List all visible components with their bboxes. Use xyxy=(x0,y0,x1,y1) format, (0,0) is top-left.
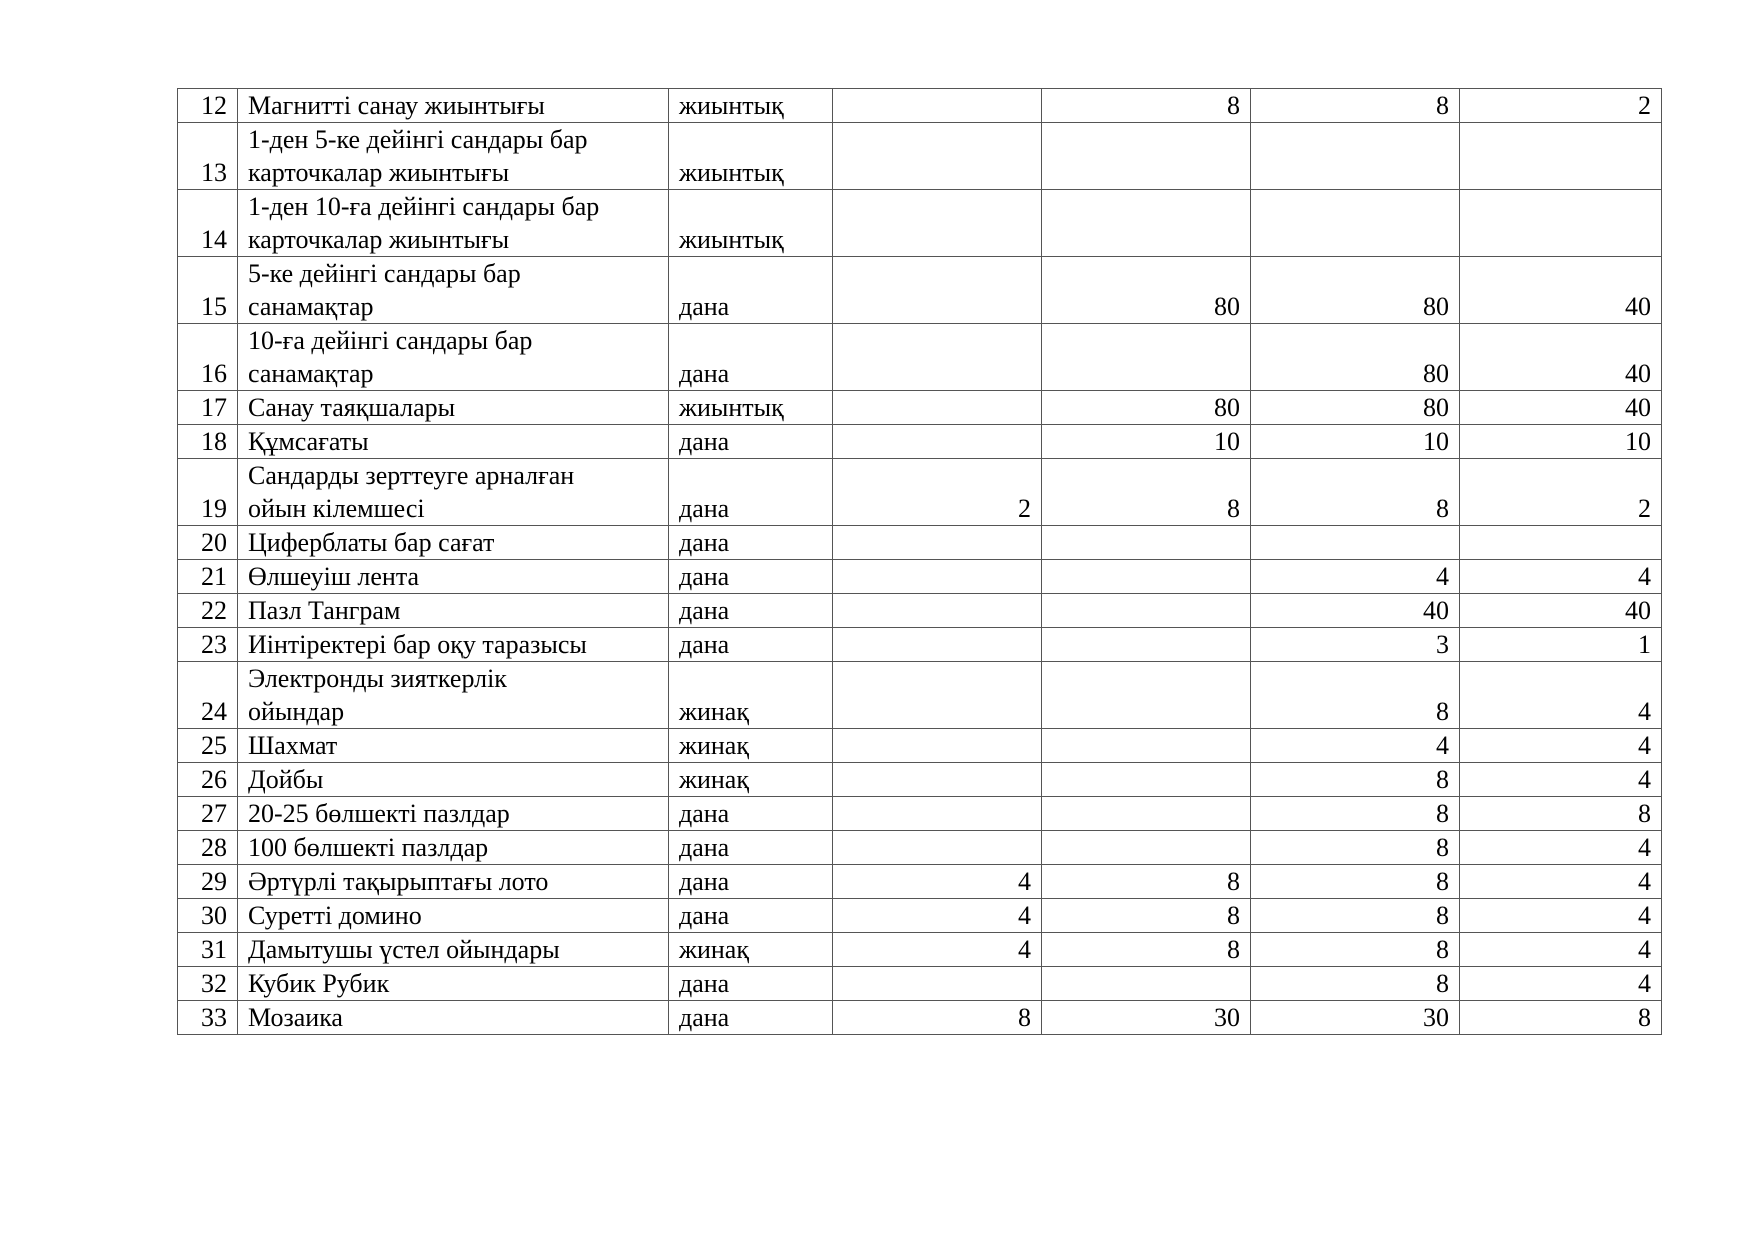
table-row xyxy=(178,1001,1662,1035)
unit-cell: дана xyxy=(669,526,833,560)
qty-col-4: 4 xyxy=(1460,933,1662,967)
item-name-line: ойындар xyxy=(248,697,345,726)
table-row xyxy=(178,257,1662,324)
row-number: 19 xyxy=(178,459,238,526)
item-name xyxy=(238,899,669,933)
item-name xyxy=(238,865,669,899)
row-number: 21 xyxy=(178,560,238,594)
qty-col-1 xyxy=(833,763,1042,797)
qty-col-2 xyxy=(1042,763,1251,797)
qty-col-3: 8 xyxy=(1251,865,1460,899)
item-name-line: Шахмат xyxy=(248,731,338,760)
qty-col-4 xyxy=(1460,123,1662,190)
item-name-line: 100 бөлшекті пазлдар xyxy=(248,833,489,862)
row-number: 32 xyxy=(178,967,238,1001)
qty-col-2 xyxy=(1042,324,1251,391)
unit-cell: жинақ xyxy=(669,763,833,797)
qty-col-1: 4 xyxy=(833,933,1042,967)
qty-col-4: 40 xyxy=(1460,594,1662,628)
qty-col-2 xyxy=(1042,526,1251,560)
row-number: 17 xyxy=(178,391,238,425)
qty-col-3: 80 xyxy=(1251,391,1460,425)
qty-col-2: 8 xyxy=(1042,459,1251,526)
unit-cell: дана xyxy=(669,324,833,391)
item-name-line: санамақтар xyxy=(248,292,374,321)
table-row xyxy=(178,459,1662,526)
unit-cell: дана xyxy=(669,1001,833,1035)
qty-col-3: 8 xyxy=(1251,831,1460,865)
qty-col-1 xyxy=(833,391,1042,425)
qty-col-2: 10 xyxy=(1042,425,1251,459)
row-number: 14 xyxy=(178,190,238,257)
unit-cell: дана xyxy=(669,865,833,899)
table-row xyxy=(178,89,1662,123)
qty-col-3: 10 xyxy=(1251,425,1460,459)
item-name xyxy=(238,763,669,797)
unit-cell: жиынтық xyxy=(669,391,833,425)
item-name-line: 10-ға дейінгі сандары бар xyxy=(248,326,533,355)
table-row xyxy=(178,391,1662,425)
row-number: 12 xyxy=(178,89,238,123)
row-number: 16 xyxy=(178,324,238,391)
table-row xyxy=(178,324,1662,391)
item-name-line: Мозаика xyxy=(248,1003,343,1032)
qty-col-3 xyxy=(1251,526,1460,560)
qty-col-1 xyxy=(833,797,1042,831)
qty-col-1 xyxy=(833,831,1042,865)
qty-col-2 xyxy=(1042,560,1251,594)
table-row xyxy=(178,628,1662,662)
qty-col-1 xyxy=(833,594,1042,628)
qty-col-4: 8 xyxy=(1460,797,1662,831)
table-row xyxy=(178,933,1662,967)
unit-cell: дана xyxy=(669,831,833,865)
item-name-line: карточкалар жиынтығы xyxy=(248,158,510,187)
qty-col-2 xyxy=(1042,729,1251,763)
qty-col-1 xyxy=(833,662,1042,729)
qty-col-3: 8 xyxy=(1251,662,1460,729)
qty-col-3: 40 xyxy=(1251,594,1460,628)
item-name-line: Сандарды зерттеуге арналған xyxy=(248,461,575,490)
qty-col-1: 4 xyxy=(833,865,1042,899)
qty-col-1: 4 xyxy=(833,899,1042,933)
item-name xyxy=(238,594,669,628)
qty-col-3: 80 xyxy=(1251,257,1460,324)
qty-col-3: 8 xyxy=(1251,89,1460,123)
unit-cell: дана xyxy=(669,967,833,1001)
item-name xyxy=(238,257,669,324)
qty-col-4: 4 xyxy=(1460,662,1662,729)
qty-col-4: 4 xyxy=(1460,865,1662,899)
table-row xyxy=(178,763,1662,797)
qty-col-1 xyxy=(833,324,1042,391)
unit-cell: дана xyxy=(669,797,833,831)
qty-col-3: 30 xyxy=(1251,1001,1460,1035)
item-name-line: Кубик Рубик xyxy=(248,969,390,998)
qty-col-3: 3 xyxy=(1251,628,1460,662)
row-number: 24 xyxy=(178,662,238,729)
item-name xyxy=(238,324,669,391)
item-name-line: 1-ден 5-ке дейінгі сандары бар xyxy=(248,125,588,154)
unit-cell: дана xyxy=(669,594,833,628)
item-name-line: санамақтар xyxy=(248,359,374,388)
qty-col-3: 8 xyxy=(1251,797,1460,831)
item-name xyxy=(238,628,669,662)
qty-col-3: 8 xyxy=(1251,763,1460,797)
qty-col-4: 40 xyxy=(1460,391,1662,425)
row-number: 18 xyxy=(178,425,238,459)
table-row xyxy=(178,899,1662,933)
item-name-line: 20-25 бөлшекті пазлдар xyxy=(248,799,510,828)
qty-col-2 xyxy=(1042,662,1251,729)
item-name xyxy=(238,729,669,763)
qty-col-3: 8 xyxy=(1251,933,1460,967)
qty-col-4: 40 xyxy=(1460,257,1662,324)
qty-col-1 xyxy=(833,89,1042,123)
qty-col-4: 8 xyxy=(1460,1001,1662,1035)
qty-col-2: 30 xyxy=(1042,1001,1251,1035)
item-name-line: Иінтіректері бар оқу таразысы xyxy=(248,630,587,659)
unit-cell: жиынтық xyxy=(669,190,833,257)
row-number: 22 xyxy=(178,594,238,628)
unit-cell: жиынтық xyxy=(669,89,833,123)
row-number: 33 xyxy=(178,1001,238,1035)
qty-col-3: 8 xyxy=(1251,899,1460,933)
qty-col-1 xyxy=(833,628,1042,662)
table-row xyxy=(178,797,1662,831)
qty-col-4: 4 xyxy=(1460,899,1662,933)
item-name xyxy=(238,526,669,560)
qty-col-4: 40 xyxy=(1460,324,1662,391)
row-number: 28 xyxy=(178,831,238,865)
table-row xyxy=(178,560,1662,594)
item-name xyxy=(238,662,669,729)
unit-cell: дана xyxy=(669,899,833,933)
table-row xyxy=(178,190,1662,257)
unit-cell: жинақ xyxy=(669,933,833,967)
table-body xyxy=(178,89,1662,1035)
qty-col-2 xyxy=(1042,190,1251,257)
qty-col-3 xyxy=(1251,123,1460,190)
table-row xyxy=(178,967,1662,1001)
qty-col-4 xyxy=(1460,190,1662,257)
qty-col-3: 8 xyxy=(1251,459,1460,526)
item-name-line: 5-ке дейінгі сандары бар xyxy=(248,259,521,288)
qty-col-1 xyxy=(833,526,1042,560)
table-row xyxy=(178,831,1662,865)
qty-col-3: 80 xyxy=(1251,324,1460,391)
table-row xyxy=(178,729,1662,763)
item-name xyxy=(238,1001,669,1035)
unit-cell: дана xyxy=(669,628,833,662)
qty-col-4: 4 xyxy=(1460,729,1662,763)
qty-col-4: 10 xyxy=(1460,425,1662,459)
qty-col-3: 4 xyxy=(1251,729,1460,763)
qty-col-2 xyxy=(1042,967,1251,1001)
qty-col-1: 2 xyxy=(833,459,1042,526)
qty-col-2 xyxy=(1042,123,1251,190)
item-name-line: 1-ден 10-ға дейінгі сандары бар xyxy=(248,192,600,221)
unit-cell: жинақ xyxy=(669,729,833,763)
table-row xyxy=(178,865,1662,899)
qty-col-2 xyxy=(1042,628,1251,662)
qty-col-2: 8 xyxy=(1042,865,1251,899)
item-name-line: Өлшеуіш лента xyxy=(248,562,420,591)
qty-col-1 xyxy=(833,123,1042,190)
qty-col-2: 80 xyxy=(1042,257,1251,324)
row-number: 27 xyxy=(178,797,238,831)
item-name-line: Магнитті санау жиынтығы xyxy=(248,91,545,120)
item-name xyxy=(238,425,669,459)
qty-col-2: 80 xyxy=(1042,391,1251,425)
table-row xyxy=(178,594,1662,628)
row-number: 23 xyxy=(178,628,238,662)
item-name xyxy=(238,459,669,526)
row-number: 15 xyxy=(178,257,238,324)
item-name xyxy=(238,123,669,190)
item-name-line: ойын кілемшесі xyxy=(248,494,425,523)
unit-cell: жиынтық xyxy=(669,123,833,190)
qty-col-1 xyxy=(833,190,1042,257)
table-row xyxy=(178,425,1662,459)
unit-cell: дана xyxy=(669,257,833,324)
qty-col-3: 8 xyxy=(1251,967,1460,1001)
row-number: 26 xyxy=(178,763,238,797)
item-name-line: Электронды зияткерлік xyxy=(248,664,507,693)
item-name xyxy=(238,797,669,831)
unit-cell: жинақ xyxy=(669,662,833,729)
table-row xyxy=(178,526,1662,560)
item-name xyxy=(238,831,669,865)
qty-col-2 xyxy=(1042,594,1251,628)
qty-col-2 xyxy=(1042,831,1251,865)
item-name-line: Құмсағаты xyxy=(248,427,369,456)
item-name xyxy=(238,89,669,123)
row-number: 20 xyxy=(178,526,238,560)
item-name xyxy=(238,391,669,425)
qty-col-4: 4 xyxy=(1460,763,1662,797)
item-name-line: Циферблаты бар сағат xyxy=(248,528,495,557)
table-row xyxy=(178,123,1662,190)
qty-col-2: 8 xyxy=(1042,899,1251,933)
qty-col-4: 4 xyxy=(1460,967,1662,1001)
qty-col-3 xyxy=(1251,190,1460,257)
item-name xyxy=(238,933,669,967)
qty-col-1 xyxy=(833,425,1042,459)
unit-cell: дана xyxy=(669,425,833,459)
row-number: 25 xyxy=(178,729,238,763)
item-name-line: Дойбы xyxy=(248,765,324,794)
qty-col-1 xyxy=(833,729,1042,763)
table-row xyxy=(178,662,1662,729)
qty-col-4: 1 xyxy=(1460,628,1662,662)
equipment-table xyxy=(177,88,1662,1035)
qty-col-2: 8 xyxy=(1042,89,1251,123)
item-name-line: Пазл Танграм xyxy=(248,596,401,625)
item-name-line: карточкалар жиынтығы xyxy=(248,225,510,254)
qty-col-1: 8 xyxy=(833,1001,1042,1035)
unit-cell: дана xyxy=(669,560,833,594)
unit-cell: дана xyxy=(669,459,833,526)
qty-col-4: 2 xyxy=(1460,459,1662,526)
item-name xyxy=(238,560,669,594)
item-name xyxy=(238,190,669,257)
row-number: 13 xyxy=(178,123,238,190)
qty-col-4: 4 xyxy=(1460,831,1662,865)
item-name-line: Санау таяқшалары xyxy=(248,393,456,422)
qty-col-2 xyxy=(1042,797,1251,831)
row-number: 29 xyxy=(178,865,238,899)
qty-col-4: 4 xyxy=(1460,560,1662,594)
item-name xyxy=(238,967,669,1001)
qty-col-2: 8 xyxy=(1042,933,1251,967)
item-name-line: Дамытушы үстел ойындары xyxy=(248,935,560,964)
qty-col-1 xyxy=(833,967,1042,1001)
row-number: 30 xyxy=(178,899,238,933)
item-name-line: Суретті домино xyxy=(248,901,422,930)
qty-col-3: 4 xyxy=(1251,560,1460,594)
qty-col-1 xyxy=(833,257,1042,324)
qty-col-4: 2 xyxy=(1460,89,1662,123)
qty-col-1 xyxy=(833,560,1042,594)
row-number: 31 xyxy=(178,933,238,967)
qty-col-4 xyxy=(1460,526,1662,560)
item-name-line: Әртүрлі тақырыптағы лото xyxy=(248,867,549,896)
